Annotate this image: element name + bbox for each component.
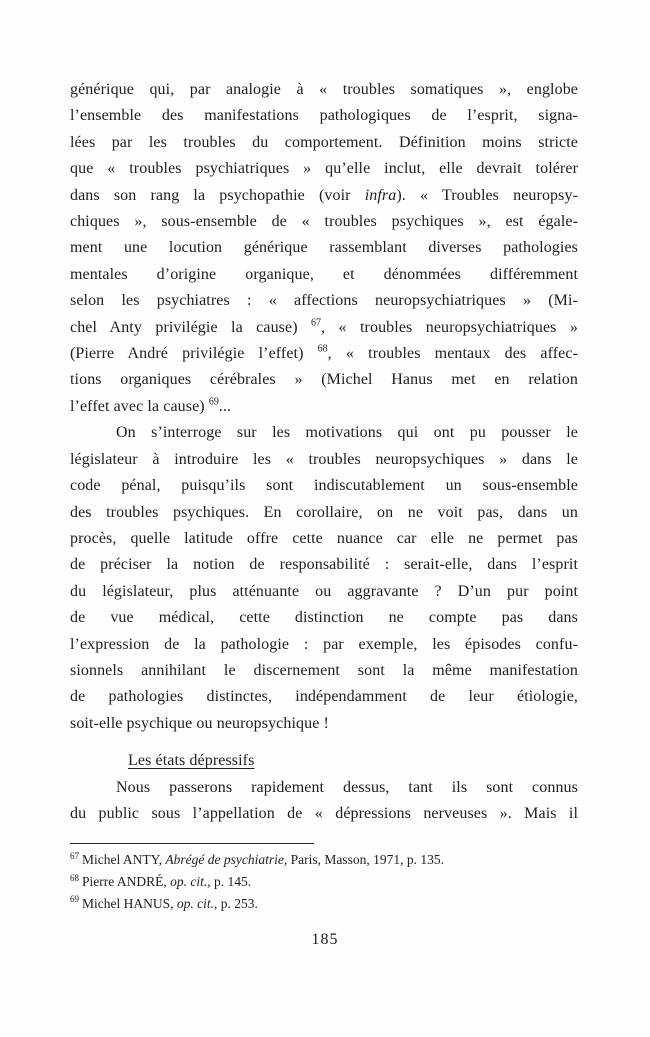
text-segment: tions organiques cérébrales » (Michel Hanus met en relation bbox=[70, 371, 578, 389]
text-segment: ). « Troubles neuropsy- bbox=[396, 186, 579, 204]
text-line bbox=[70, 103, 578, 129]
footnote-ref: 69 bbox=[70, 894, 79, 905]
text-line bbox=[70, 500, 578, 526]
text-segment: , Paris, Masson, 1971, p. 135. bbox=[283, 852, 444, 868]
text-line bbox=[70, 552, 578, 578]
footnote-ref: 68 bbox=[70, 872, 79, 883]
section-heading-text: Les états dépressifs bbox=[128, 752, 255, 770]
text-line bbox=[70, 801, 578, 827]
text-segment: sionnels annihilant le discernement sont la même manifestation bbox=[70, 661, 578, 679]
footnote-separator bbox=[70, 843, 314, 844]
text-line bbox=[70, 288, 578, 314]
italic-text: infra bbox=[364, 186, 397, 204]
text-segment: que « troubles psychiatriques » qu’elle inclut, elle devrait tolérer bbox=[70, 160, 578, 178]
text-segment: Nous passerons rapidement dessus, tant ils sont connus bbox=[116, 778, 578, 796]
text-segment: On s’interroge sur les motivations qui ont pu pousser le bbox=[116, 424, 578, 442]
text-segment: lées par les troubles du comportement. Définition moins stricte bbox=[70, 133, 578, 151]
text-line bbox=[70, 605, 578, 631]
text-line bbox=[70, 579, 578, 605]
text-line bbox=[70, 341, 578, 367]
footnote bbox=[70, 849, 578, 871]
text-line bbox=[70, 209, 578, 235]
text-segment: du public sous l’appellation de « dépressions nerveuses ». Mais il bbox=[70, 804, 578, 822]
text-line bbox=[70, 420, 578, 446]
text-segment: soit-elle psychique ou neuropsychique ! bbox=[70, 714, 329, 732]
text-segment: ment une locution générique rassemblant diverses pathologies bbox=[70, 239, 578, 257]
text-line bbox=[70, 77, 578, 103]
text-segment: mentales d’origine organique, et dénommées différemment bbox=[70, 265, 578, 283]
text-segment: Michel ANTY, bbox=[82, 852, 166, 868]
text-segment: , « troubles mentaux des affec- bbox=[327, 345, 578, 363]
text-segment: de vue médical, cette distinction ne compte pas dans bbox=[70, 609, 578, 627]
text-line bbox=[70, 658, 578, 684]
text-segment: ... bbox=[218, 397, 232, 415]
text-segment: de pathologies distinctes, indépendamment de leur étiologie, bbox=[70, 688, 578, 706]
text-line bbox=[70, 183, 578, 209]
text-line bbox=[70, 367, 578, 393]
text-line bbox=[70, 711, 578, 737]
text-segment: générique qui, par analogie à « troubles somatiques », englobe bbox=[70, 81, 578, 98]
text-line bbox=[70, 526, 578, 552]
text-segment: Michel HANUS, bbox=[82, 895, 177, 911]
text-segment: du législateur, plus atténuante ou aggravante ? D’un pur point bbox=[70, 582, 578, 600]
text-segment: (Pierre André privilégie l’effet) bbox=[70, 345, 318, 363]
footnotes bbox=[70, 849, 578, 914]
text-line bbox=[70, 235, 578, 261]
body-text bbox=[70, 77, 578, 827]
text-line bbox=[70, 130, 578, 156]
text-segment: selon les psychiatres : « affections neuropsychiatriques » (Mi- bbox=[70, 292, 578, 310]
text-segment: procès, quelle latitude offre cette nuance car elle ne permet pas bbox=[70, 529, 578, 547]
page-number: 185 bbox=[311, 931, 339, 948]
text-segment: de préciser la notion de responsabilité : serait-elle, dans l’esprit bbox=[70, 556, 578, 574]
text-line bbox=[70, 394, 578, 420]
text-segment: , « troubles neuropsychiatriques » bbox=[321, 318, 578, 336]
text-segment: , p. 253. bbox=[214, 895, 258, 911]
text-line bbox=[70, 684, 578, 710]
text-segment: chiques », sous-ensemble de « troubles psychiques », est égale- bbox=[70, 213, 578, 231]
text-segment: code pénal, puisqu’ils sont indiscutablement un sous-ensemble bbox=[70, 477, 578, 495]
text-line bbox=[70, 632, 578, 658]
text-line bbox=[70, 775, 578, 801]
text-segment: Pierre ANDRÉ, bbox=[82, 874, 171, 890]
text-line bbox=[70, 315, 578, 341]
italic-text: op. cit. bbox=[170, 874, 208, 890]
footnote-ref: 68 bbox=[317, 343, 328, 355]
text-segment: l’expression de la pathologie : par exemple, les épisodes confu- bbox=[70, 635, 578, 653]
page-content bbox=[70, 77, 578, 915]
footnote bbox=[70, 871, 578, 893]
text-segment: l’effet avec la cause) bbox=[70, 397, 209, 415]
footnote-ref: 67 bbox=[70, 850, 79, 861]
text-line bbox=[70, 447, 578, 473]
text-segment: , p. 145. bbox=[207, 874, 252, 890]
section-heading bbox=[70, 748, 578, 774]
text-line bbox=[70, 473, 578, 499]
text-segment: chel Anty privilégie la cause) bbox=[70, 318, 312, 336]
footnote bbox=[70, 893, 578, 915]
footnote-ref: 67 bbox=[311, 317, 322, 329]
text-segment: dans son rang la psychopathie (voir bbox=[70, 186, 365, 204]
text-segment: l’ensemble des manifestations pathologiques de l’esprit, signa- bbox=[70, 107, 578, 125]
text-line bbox=[70, 156, 578, 182]
italic-text: Abrégé de psychiatrie bbox=[165, 852, 284, 868]
text-line bbox=[70, 262, 578, 288]
text-segment: des troubles psychiques. En corollaire, on ne voit pas, dans un bbox=[70, 503, 578, 521]
footnote-ref: 69 bbox=[208, 396, 219, 408]
text-segment: législateur à introduire les « troubles neuropsychiques » dans le bbox=[70, 450, 578, 468]
italic-text: op. cit. bbox=[176, 895, 214, 911]
